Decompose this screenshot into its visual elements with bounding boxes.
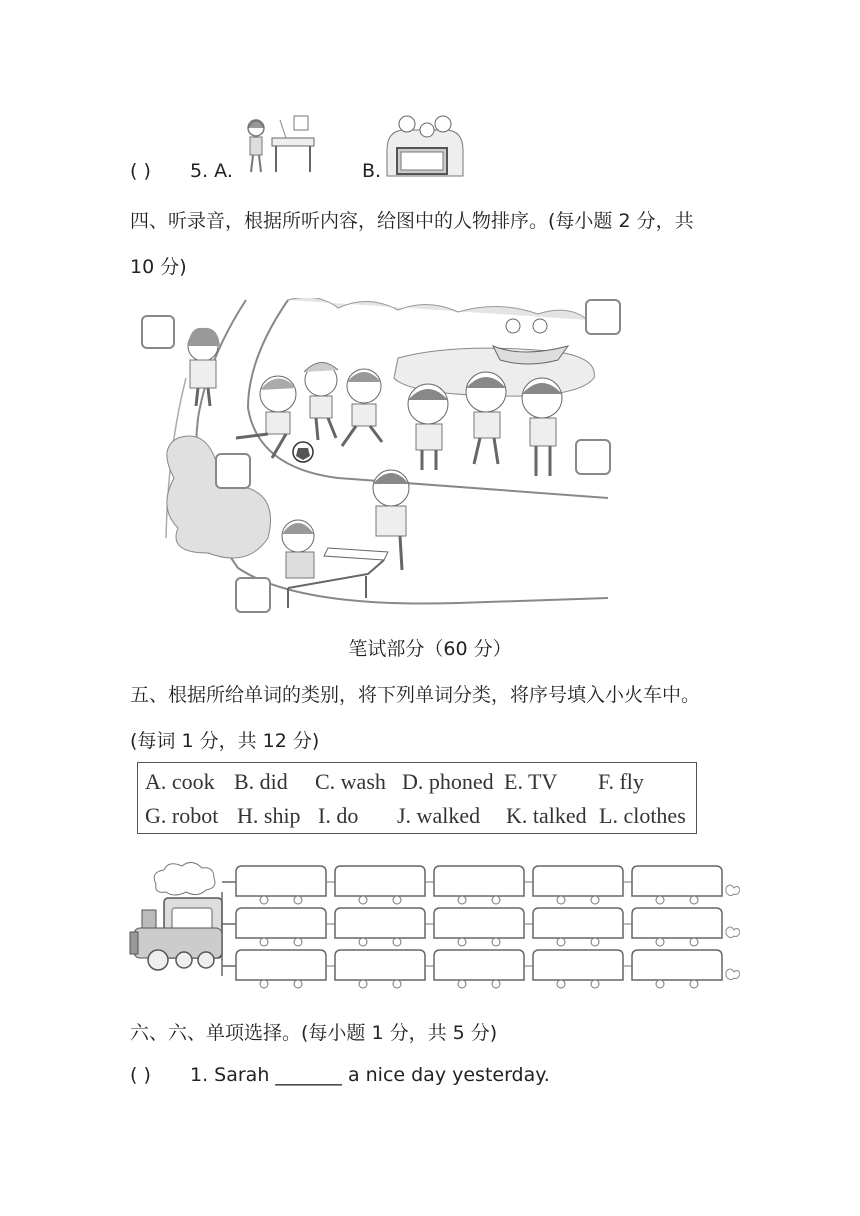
wheel-icon	[458, 938, 466, 946]
wheel-icon	[458, 896, 466, 904]
section-5-title: 五、根据所给单词的类别，将下列单词分类，将序号填入小火车中。	[130, 684, 701, 706]
wheel-icon	[359, 938, 367, 946]
wheel-icon	[492, 938, 500, 946]
question-1-text: 1. Sarah _______ a nice day yesterday.	[190, 1064, 550, 1086]
train-car-answer-box[interactable]	[434, 866, 524, 896]
wheel-icon	[393, 980, 401, 988]
train-car-answer-box[interactable]	[335, 866, 425, 896]
train-car-answer-box[interactable]	[533, 908, 623, 938]
word-item: A. cook	[145, 769, 215, 794]
train-car-answer-box[interactable]	[236, 866, 326, 896]
wheel-icon	[690, 896, 698, 904]
wheel-icon	[591, 896, 599, 904]
wheel-icon	[294, 980, 302, 988]
train-car-answer-box[interactable]	[533, 950, 623, 980]
answer-box[interactable]	[586, 300, 620, 334]
word-item: F. fly	[598, 769, 644, 794]
word-train	[128, 858, 740, 990]
section-4-title: 四、听录音，根据所听内容，给图中的人物排序。(每小题 2 分，共	[130, 210, 694, 232]
wheel-icon	[591, 980, 599, 988]
wheel-icon	[359, 896, 367, 904]
wheel-icon	[294, 896, 302, 904]
wheel-icon	[458, 980, 466, 988]
smoke-puff-icon	[726, 969, 740, 980]
wheel-icon	[492, 896, 500, 904]
section-6-title: 六、六、单项选择。(每小题 1 分，共 5 分)	[130, 1022, 498, 1044]
wheel-icon	[260, 980, 268, 988]
answer-box[interactable]	[236, 578, 270, 612]
word-item: D. phoned	[402, 769, 494, 794]
wheel-icon	[656, 938, 664, 946]
word-item: G. robot	[145, 803, 219, 828]
word-item: B. did	[234, 769, 288, 794]
train-car-answer-box[interactable]	[632, 866, 722, 896]
wheel-icon	[492, 980, 500, 988]
wheel-icon	[557, 938, 565, 946]
park-illustration	[138, 298, 634, 616]
word-item: C. wash	[315, 769, 386, 794]
train-car-answer-box[interactable]	[632, 950, 722, 980]
wheel-icon	[359, 980, 367, 988]
written-part-heading: 笔试部分（60 分）	[348, 638, 512, 660]
wheel-icon	[557, 980, 565, 988]
train-car-answer-box[interactable]	[434, 908, 524, 938]
train-car-answer-box[interactable]	[335, 950, 425, 980]
wheel-icon	[260, 938, 268, 946]
train-car-answer-box[interactable]	[236, 950, 326, 980]
wheel-icon	[690, 938, 698, 946]
train-car-answer-box[interactable]	[632, 908, 722, 938]
train-car-answer-box[interactable]	[434, 950, 524, 980]
word-item: E. TV	[504, 769, 558, 794]
wheel-icon	[294, 938, 302, 946]
wheel-icon	[393, 896, 401, 904]
smoke-puff-icon	[726, 885, 740, 896]
girl-at-desk-image	[240, 110, 320, 180]
word-item: H. ship	[237, 803, 301, 828]
wheel-icon	[260, 896, 268, 904]
word-item: J. walked	[397, 803, 481, 828]
smoke-puff-icon	[726, 927, 740, 938]
word-bank	[137, 762, 697, 834]
word-item: L. clothes	[599, 803, 686, 828]
train-car-answer-box[interactable]	[335, 908, 425, 938]
question-5-label: 5. A.	[190, 160, 233, 182]
train-car-answer-box[interactable]	[533, 866, 623, 896]
wheel-icon	[690, 980, 698, 988]
train-car-answer-box[interactable]	[236, 908, 326, 938]
wheel-icon	[656, 980, 664, 988]
word-item: K. talked	[506, 803, 587, 828]
wheel-icon	[656, 896, 664, 904]
wheel-icon	[591, 938, 599, 946]
answer-paren: ( )	[130, 1064, 151, 1086]
wheel-icon	[557, 896, 565, 904]
answer-box[interactable]	[576, 440, 610, 474]
option-b-label: B.	[362, 160, 382, 182]
word-item: I. do	[318, 803, 359, 828]
answer-paren: ( )	[130, 160, 151, 182]
answer-box[interactable]	[216, 454, 250, 488]
answer-box[interactable]	[142, 316, 174, 348]
family-tv-image	[385, 110, 465, 180]
section-4-title-cont: 10 分)	[130, 256, 187, 278]
wheel-icon	[393, 938, 401, 946]
section-5-title-cont: (每词 1 分，共 12 分)	[130, 730, 320, 752]
